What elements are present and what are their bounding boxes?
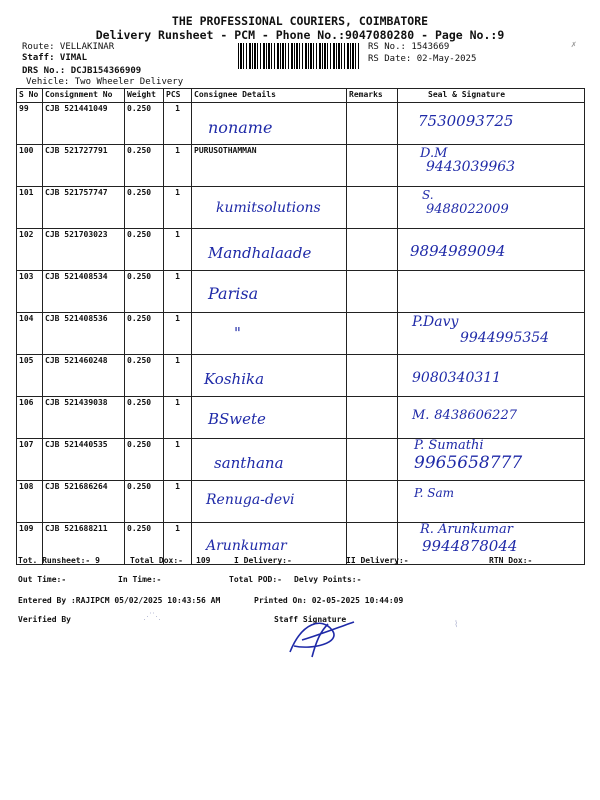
verified-stamp-smudge: ⋰⋱ <box>143 612 161 622</box>
remarks-cell <box>347 481 398 523</box>
consignee-handwriting: Koshika <box>204 370 265 388</box>
consignment-cell: CJB 521686264 <box>43 481 125 523</box>
signature-cell <box>398 397 585 439</box>
signature-mark: R. Arunkumar <box>420 522 513 537</box>
signature-cell <box>398 481 585 523</box>
table-row <box>17 145 585 187</box>
pcs-cell: 1 <box>164 523 192 565</box>
consignment-cell: CJB 521441049 <box>43 103 125 145</box>
runsheet-table <box>16 88 585 565</box>
signature-handwriting: 7530093725 <box>418 112 514 130</box>
weight-cell: 0.250 <box>125 271 164 313</box>
consignee-cell <box>192 229 347 271</box>
total-dox-label: Total Dox:- <box>130 556 183 565</box>
drs-number: DRS No.: DCJB154366909 <box>22 66 142 76</box>
col-consignee: Consignee Details <box>192 89 347 103</box>
barcode-image <box>238 43 360 69</box>
table-row <box>17 439 585 481</box>
pcs-cell: 1 <box>164 229 192 271</box>
remarks-cell <box>347 187 398 229</box>
consignee-cell <box>192 313 347 355</box>
staff-signature-label: Staff Signature <box>274 615 347 624</box>
consignment-cell: CJB 521440535 <box>43 439 125 481</box>
consignee-printed: PURUSOTHAMMAN <box>194 146 257 155</box>
consignee-handwriting: santhana <box>214 454 284 472</box>
consignee-cell <box>192 439 347 481</box>
weight-cell: 0.250 <box>125 523 164 565</box>
remarks-cell <box>347 271 398 313</box>
table-row <box>17 187 585 229</box>
pcs-cell: 1 <box>164 481 192 523</box>
delivery-points: Delvy Points:- <box>294 575 362 584</box>
runsheet-subtitle: Delivery Runsheet - PCM - Phone No.:9047080280 - Page No.:9 <box>95 28 505 42</box>
sno-cell: 107 <box>17 439 43 481</box>
entered-by: Entered By :RAJIPCM 05/02/2025 10:43:56 AM <box>18 596 221 605</box>
weight-cell: 0.250 <box>125 481 164 523</box>
company-title: THE PROFESSIONAL COURIERS, COIMBATORE <box>171 14 429 28</box>
total-runsheet: Tot. Runsheet:- 9 <box>18 556 100 565</box>
weight-cell: 0.250 <box>125 397 164 439</box>
signature-cell <box>398 439 585 481</box>
sno-cell: 106 <box>17 397 43 439</box>
remarks-cell <box>347 313 398 355</box>
col-sno: S No <box>17 89 43 103</box>
signature-mark: D.M <box>420 146 448 161</box>
consignment-cell: CJB 521688211 <box>43 523 125 565</box>
consignee-handwriting: " <box>234 324 241 342</box>
signature-handwriting: 9488022009 <box>426 202 509 217</box>
table-row <box>17 313 585 355</box>
signature-mark: S. <box>422 188 434 202</box>
consignee-handwriting: kumitsolutions <box>216 200 321 216</box>
ii-delivery: II Delivery:- <box>346 556 409 565</box>
pcs-cell: 1 <box>164 145 192 187</box>
printed-on: Printed On: 02-05-2025 10:44:09 <box>254 596 404 605</box>
verified-by: Verified By <box>18 615 71 624</box>
signature-handwriting: 9443039963 <box>426 159 516 175</box>
signature-cell <box>398 271 585 313</box>
in-time: In Time:- <box>118 575 162 584</box>
consignment-cell: CJB 521757747 <box>43 187 125 229</box>
col-signature: Seal & Signature <box>398 89 585 103</box>
consignee-cell <box>192 355 347 397</box>
pcs-cell: 1 <box>164 271 192 313</box>
consignment-cell: CJB 521408534 <box>43 271 125 313</box>
consignee-handwriting: noname <box>208 118 273 137</box>
table-header-row <box>17 89 585 103</box>
signature-handwriting: 9944878044 <box>422 537 518 555</box>
pcs-cell: 1 <box>164 397 192 439</box>
out-time: Out Time:- <box>18 575 67 584</box>
rs-number: RS No.: 1543669 <box>368 42 450 52</box>
corner-mark: ✗ <box>571 40 577 50</box>
consignee-handwriting: BSwete <box>208 410 266 428</box>
rs-date: RS Date: 02-May-2025 <box>368 54 477 64</box>
col-weight: Weight <box>125 89 164 103</box>
pcs-cell: 1 <box>164 355 192 397</box>
consignee-handwriting: Parisa <box>208 284 259 303</box>
signature-cell <box>398 313 585 355</box>
weight-cell: 0.250 <box>125 439 164 481</box>
consignee-handwriting: Arunkumar <box>206 538 287 554</box>
signature-handwriting: 9944995354 <box>460 330 550 346</box>
signature-cell <box>398 229 585 271</box>
signature-cell <box>398 145 585 187</box>
remarks-cell <box>347 229 398 271</box>
weight-cell: 0.250 <box>125 187 164 229</box>
table-row <box>17 355 585 397</box>
signature-cell <box>398 355 585 397</box>
remarks-cell <box>347 439 398 481</box>
remarks-cell <box>347 397 398 439</box>
weight-cell: 0.250 <box>125 103 164 145</box>
table-row <box>17 271 585 313</box>
remarks-cell <box>347 103 398 145</box>
consignment-cell: CJB 521439038 <box>43 397 125 439</box>
sno-cell: 109 <box>17 523 43 565</box>
weight-cell: 0.250 <box>125 229 164 271</box>
sno-cell: 108 <box>17 481 43 523</box>
consignee-cell <box>192 397 347 439</box>
total-pod: Total POD:- <box>229 575 282 584</box>
sno-cell: 102 <box>17 229 43 271</box>
route-label: Route: VELLAKINAR <box>22 42 115 52</box>
consignment-cell: CJB 521727791 <box>43 145 125 187</box>
table-row <box>17 103 585 145</box>
consignee-handwriting: Renuga-devi <box>206 492 295 508</box>
remarks-cell <box>347 145 398 187</box>
pcs-cell: 1 <box>164 103 192 145</box>
sno-cell: 100 <box>17 145 43 187</box>
i-delivery: I Delivery:- <box>234 556 292 565</box>
signature-cell <box>398 103 585 145</box>
rtn-dox: RTN Dox:- <box>489 556 533 565</box>
signature-mark: P. Sam <box>414 486 455 500</box>
pcs-cell: 1 <box>164 187 192 229</box>
consignment-cell: CJB 521460248 <box>43 355 125 397</box>
sno-cell: 104 <box>17 313 43 355</box>
consignee-handwriting: Mandhalaade <box>208 244 312 262</box>
col-consignment: Consignment No <box>43 89 125 103</box>
sno-cell: 99 <box>17 103 43 145</box>
weight-cell: 0.250 <box>125 145 164 187</box>
pcs-cell: 1 <box>164 313 192 355</box>
pcs-cell: 1 <box>164 439 192 481</box>
consignee-cell <box>192 271 347 313</box>
consignee-cell <box>192 103 347 145</box>
signature-handwriting: 9894989094 <box>410 242 506 260</box>
signature-mark: P. Sumathi <box>414 438 484 453</box>
col-pcs: PCS <box>164 89 192 103</box>
consignee-cell <box>192 481 347 523</box>
total-dox-value: 109 <box>196 556 211 565</box>
consignee-cell <box>192 145 347 187</box>
table-row <box>17 481 585 523</box>
staff-signature-scribble <box>282 612 362 662</box>
signature-handwriting: 8438606227 <box>434 408 517 423</box>
signature-handwriting: 9080340311 <box>412 370 502 386</box>
table-row <box>17 229 585 271</box>
faint-mark: ⌇ <box>454 620 459 630</box>
consignment-cell: CJB 521408536 <box>43 313 125 355</box>
table-row <box>17 397 585 439</box>
signature-handwriting: 9965658777 <box>414 453 523 473</box>
staff-label: Staff: VIMAL <box>22 53 88 63</box>
weight-cell: 0.250 <box>125 355 164 397</box>
vehicle-label: Vehicle: Two Wheeler Delivery <box>26 77 184 87</box>
col-remarks: Remarks <box>347 89 398 103</box>
sno-cell: 105 <box>17 355 43 397</box>
signature-mark: P.Davy <box>412 314 459 330</box>
signature-cell <box>398 187 585 229</box>
consignee-cell <box>192 187 347 229</box>
signature-mark: M. <box>412 408 430 423</box>
consignment-cell: CJB 521703023 <box>43 229 125 271</box>
sno-cell: 101 <box>17 187 43 229</box>
remarks-cell <box>347 355 398 397</box>
sno-cell: 103 <box>17 271 43 313</box>
weight-cell: 0.250 <box>125 313 164 355</box>
